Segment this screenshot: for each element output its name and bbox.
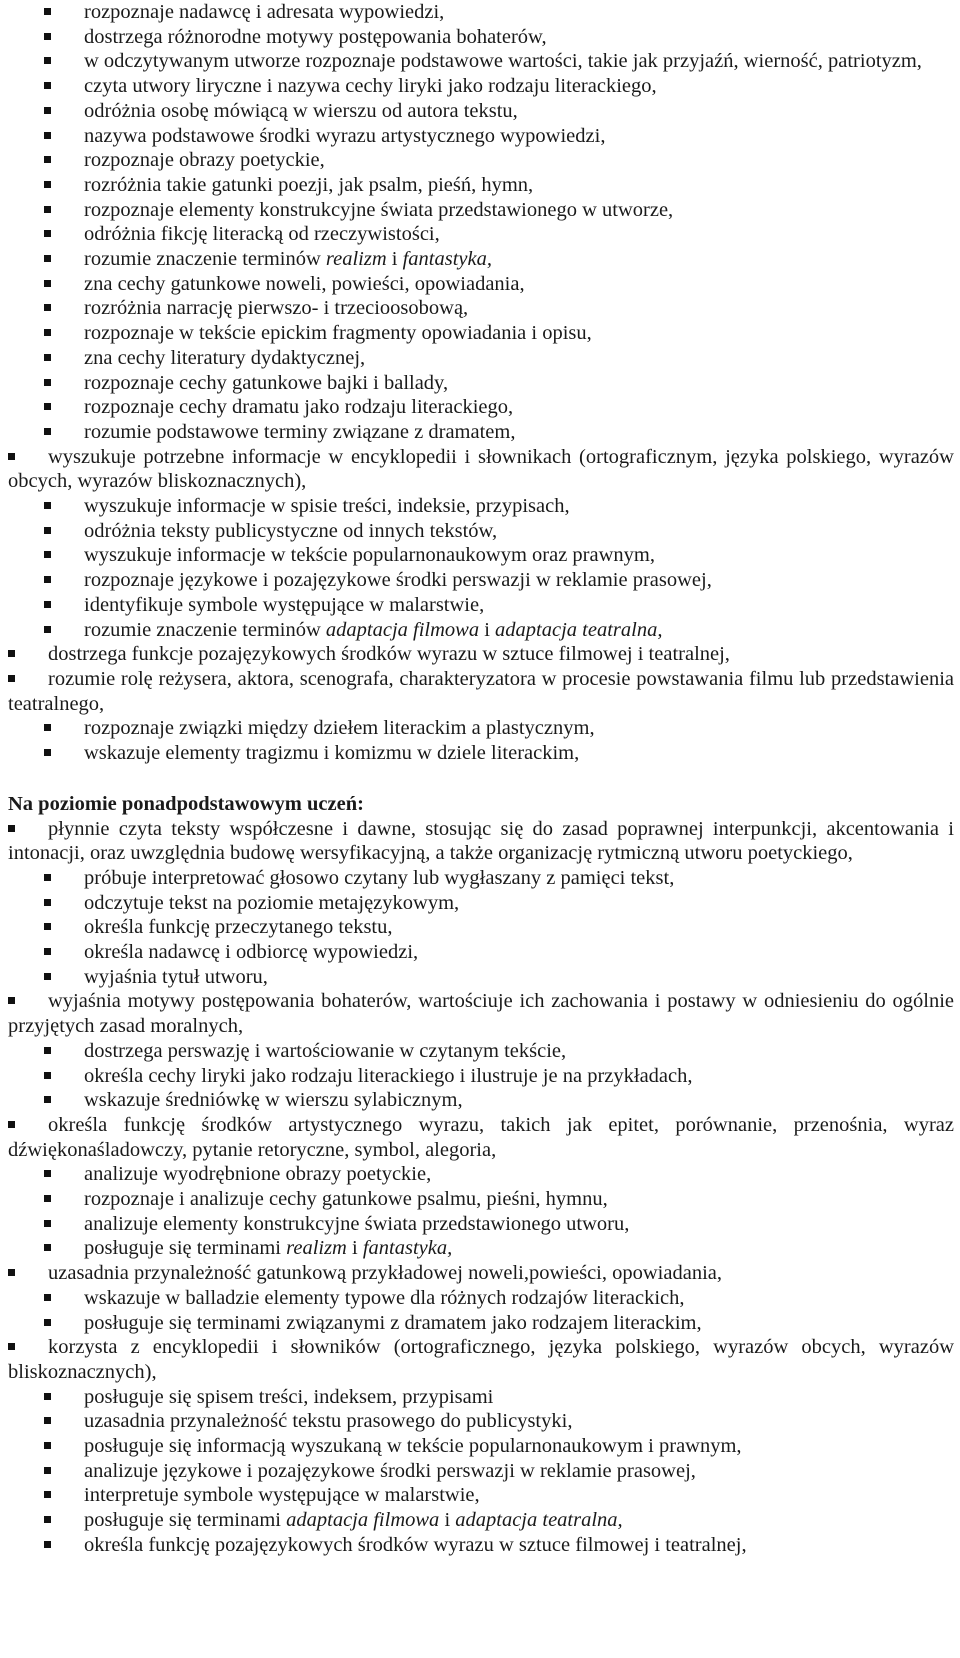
list-item (8, 568, 954, 593)
list-item (8, 940, 954, 965)
item-text: odróżnia teksty publicystyczne od innych tekstów, (84, 519, 498, 542)
item-text: wskazuje elementy tragizmu i komizmu w dziele literackim, (84, 742, 580, 765)
list-item (8, 25, 954, 50)
item-text: rozpoznaje językowe i pozajęzykowe środki perswazji w reklamie prasowej, (84, 569, 712, 592)
list-item (8, 247, 954, 272)
item-text: płynnie czyta teksty współczesne i dawne, stosując się do zasad poprawnej interpunkcji, akcentowania i intonacji, oraz uwzględnia budowę wersyfikacyjną, a także organizację rytmiczną utworu poetyckiego, (8, 817, 954, 865)
item-text: posługuje się terminami (84, 1237, 287, 1260)
item-text: określa funkcję przeczytanego tekstu, (84, 916, 393, 939)
item-text: określa cechy liryki jako rodzaju literackiego i ilustruje je na przykładach, (84, 1064, 693, 1087)
item-text: dostrzega perswazję i wartościowanie w czytanym tekście, (84, 1039, 567, 1062)
item-text: posługuje się spisem treści, indeksem, przypisami (84, 1385, 494, 1408)
item-text: identyfikuje symbole występujące w malarstwie, (84, 593, 485, 616)
item-text: wyszukuje potrzebne informacje w encyklopedii i słownikach (ortograficznym, języka polskiego, wyrazów obcych, wyrazów bliskoznacznych), (8, 445, 954, 493)
italic-term: realizm (325, 248, 387, 271)
item-text: uzasadnia przynależność tekstu prasowego do publicystyki, (84, 1410, 573, 1433)
list-item (8, 543, 954, 568)
requirements-list-basic (8, 0, 954, 766)
list-item (8, 989, 954, 1038)
list-item (8, 915, 954, 940)
item-text: odróżnia fikcję literacką od rzeczywistości, (84, 223, 440, 246)
list-item (8, 395, 954, 420)
item-text: nazywa podstawowe środki wyrazu artystycznego wypowiedzi, (84, 124, 606, 147)
list-item (8, 891, 954, 916)
item-text: wyszukuje informacje w tekście popularnonaukowym oraz prawnym, (84, 544, 655, 567)
list-item (8, 519, 954, 544)
item-text: posługuje się terminami związanymi z dramatem jako rodzajem literackim, (84, 1311, 702, 1334)
requirements-list-advanced (8, 817, 954, 1558)
item-text: rozumie rolę reżysera, aktora, scenografa, charakteryzatora w procesie powstawania filmu lub przedstawienia teatralnego, (8, 667, 954, 715)
item-text: w odczytywanym utworze rozpoznaje podstawowe wartości, takie jak przyjaźń, wierność, patriotyzm, (84, 50, 922, 73)
list-item (8, 741, 954, 766)
item-text: rozpoznaje cechy gatunkowe bajki i ballady, (84, 371, 449, 394)
list-item (8, 1088, 954, 1113)
item-text: rozumie znaczenie terminów (84, 248, 326, 271)
list-item (8, 593, 954, 618)
item-text: uzasadnia przynależność gatunkową przykładowej noweli,powieści, opowiadania, (48, 1262, 722, 1285)
list-item (8, 49, 954, 74)
item-text: określa funkcję środków artystycznego wyrazu, takich jak epitet, porównanie, przenośnia, wyraz dźwiękonaśladowczy, pytanie retoryczne, symbol, alegoria, (8, 1113, 954, 1161)
list-item (8, 321, 954, 346)
document-page (8, 0, 954, 1558)
list-item (8, 1187, 954, 1212)
list-item (8, 1236, 954, 1261)
item-text: rozpoznaje cechy dramatu jako rodzaju literackiego, (84, 396, 514, 419)
section-heading: Na poziomie ponadpodstawowym uczeń: (8, 792, 364, 815)
list-item (8, 445, 954, 494)
item-text: wyszukuje informacje w spisie treści, indeksie, przypisach, (84, 495, 570, 518)
list-item (8, 716, 954, 741)
list-item (8, 965, 954, 990)
item-text: określa nadawcę i odbiorcę wypowiedzi, (84, 941, 419, 964)
list-item (8, 866, 954, 891)
item-text: wskazuje średniówkę w wierszu sylabicznym, (84, 1089, 463, 1112)
list-item (8, 99, 954, 124)
item-text: posługuje się terminami (84, 1509, 287, 1532)
item-text: wyjaśnia motywy postępowania bohaterów, wartościuje ich zachowania i postawy w odniesieniu do ogólnie przyjętych zasad moralnych, (8, 990, 954, 1038)
list-item (8, 1508, 954, 1533)
item-text: analizuje wyodrębnione obrazy poetyckie, (84, 1163, 432, 1186)
item-text: wskazuje w balladzie elementy typowe dla różnych rodzajów literackich, (84, 1286, 685, 1309)
list-item (8, 371, 954, 396)
item-text: czyta utwory liryczne i nazywa cechy liryki jako rodzaju literackiego, (84, 75, 657, 98)
item-text: rozumie podstawowe terminy związane z dramatem, (84, 420, 516, 443)
italic-term: fantastyka, (362, 1237, 453, 1260)
item-text: dostrzega funkcje pozajęzykowych środków wyrazu w sztuce filmowej i teatralnej, (48, 643, 730, 666)
list-item (8, 173, 954, 198)
section-gap (8, 766, 954, 792)
item-text: określa funkcję pozajęzykowych środków wyrazu w sztuce filmowej i teatralnej, (84, 1533, 747, 1556)
list-item (8, 1064, 954, 1089)
item-text: i (479, 618, 496, 641)
list-item (8, 1385, 954, 1410)
list-item (8, 1459, 954, 1484)
list-item (8, 667, 954, 716)
item-text: korzysta z encyklopedii i słowników (ortograficznego, języka polskiego, wyrazów obcych, wyrazów bliskoznacznych), (8, 1336, 954, 1383)
item-text: rozróżnia takie gatunki poezji, jak psalm, pieśń, hymn, (84, 173, 534, 196)
italic-term: adaptacja filmowa (286, 1509, 440, 1532)
item-text: posługuje się informacją wyszukaną w tekście popularnonaukowym i prawnym, (84, 1435, 742, 1458)
item-text: rozpoznaje i analizuje cechy gatunkowe psalmu, pieśni, hymnu, (84, 1188, 608, 1211)
item-text: i (386, 248, 403, 271)
item-text: dostrzega różnorodne motywy postępowania bohaterów, (84, 25, 547, 48)
item-text: i (439, 1509, 456, 1532)
list-item (8, 124, 954, 149)
list-item (8, 0, 954, 25)
italic-term: adaptacja filmowa (325, 618, 480, 641)
list-item (8, 494, 954, 519)
item-text: analizuje językowe i pozajęzykowe środki perswazji w reklamie prasowej, (84, 1459, 696, 1482)
item-text: rozpoznaje obrazy poetyckie, (84, 149, 325, 172)
italic-term: fantastyka, (402, 248, 492, 271)
list-item (8, 420, 954, 445)
list-item (8, 1483, 954, 1508)
italic-term: realizm (286, 1237, 347, 1260)
list-item (8, 817, 954, 866)
item-text: zna cechy literatury dydaktycznej, (84, 346, 366, 369)
item-text: wyjaśnia tytuł utworu, (84, 965, 268, 988)
list-item (8, 148, 954, 173)
list-item (8, 1039, 954, 1064)
list-item (8, 1162, 954, 1187)
list-item (8, 1261, 954, 1286)
list-item (8, 296, 954, 321)
item-text: interpretuje symbole występujące w malarstwie, (84, 1484, 480, 1507)
item-text: rozpoznaje związki między dziełem literackim a plastycznym, (84, 717, 595, 740)
italic-term: adaptacja teatralna, (455, 1509, 623, 1532)
list-item (8, 1335, 954, 1384)
item-text: analizuje elementy konstrukcyjne świata przedstawionego utworu, (84, 1212, 630, 1235)
list-item (8, 1113, 954, 1162)
item-text: rozpoznaje elementy konstrukcyjne świata przedstawionego w utworze, (84, 198, 674, 221)
list-item (8, 1286, 954, 1311)
list-item (8, 272, 954, 297)
item-text: rozpoznaje nadawcę i adresata wypowiedzi, (84, 1, 445, 23)
item-text: odróżnia osobę mówiącą w wierszu od autora tekstu, (84, 99, 518, 122)
bullet-list (8, 817, 954, 1558)
item-text: i (346, 1237, 363, 1260)
list-item (8, 222, 954, 247)
list-item (8, 618, 954, 643)
list-item (8, 346, 954, 371)
bullet-list (8, 0, 954, 766)
item-text: rozumie znaczenie terminów (84, 618, 326, 641)
list-item (8, 1409, 954, 1434)
item-text: rozpoznaje w tekście epickim fragmenty opowiadania i opisu, (84, 322, 592, 345)
list-item (8, 1434, 954, 1459)
item-text: rozróżnia narrację pierwszo- i trzecioosobową, (84, 297, 469, 320)
list-item (8, 1212, 954, 1237)
item-text: odczytuje tekst na poziomie metajęzykowym, (84, 891, 460, 914)
italic-term: adaptacja teatralna, (495, 618, 663, 641)
list-item (8, 642, 954, 667)
list-item (8, 1533, 954, 1558)
item-text: zna cechy gatunkowe noweli, powieści, opowiadania, (84, 272, 525, 295)
item-text: próbuje interpretować głosowo czytany lub wygłaszany z pamięci tekst, (84, 866, 675, 889)
list-item (8, 1311, 954, 1336)
list-item (8, 198, 954, 223)
list-item (8, 74, 954, 99)
